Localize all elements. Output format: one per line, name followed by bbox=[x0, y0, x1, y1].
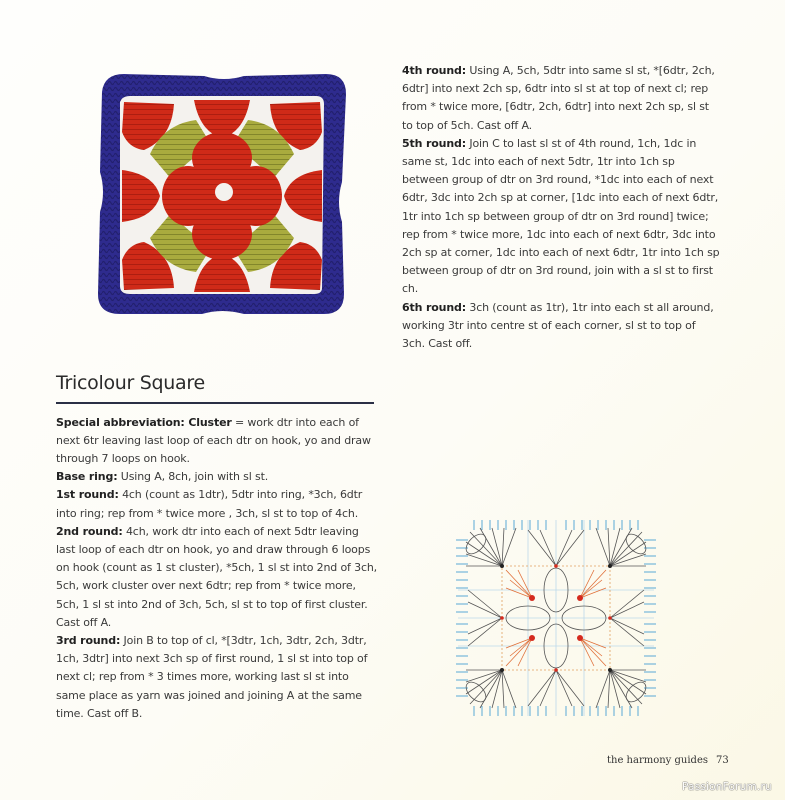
pattern-title: Tricolour Square bbox=[56, 372, 205, 394]
crochet-square-photo bbox=[84, 62, 359, 330]
crochet-chart-diagram bbox=[452, 514, 660, 722]
round-6-instruction: 6th round: 3ch (count as 1tr), 1tr into each st all around, working 3tr into centre st of each corner, sl st to top of 3ch. Cast off. bbox=[402, 300, 714, 351]
instructions-right-column bbox=[402, 62, 720, 353]
round-4-instruction: 4th round: Using A, 5ch, 5dtr into same sl st, *[6dtr, 2ch, 6dtr] into next 2ch sp, 6dtr into sl st at top of next cl; rep from * twice more, [6dtr, 2ch, 6dtr] into next 2ch sp, sl st to top of 5ch. Cast off A. bbox=[402, 64, 715, 132]
round-2-instruction: 2nd round: 4ch, work dtr into each of next 5dtr leaving last loop of each dtr on hook, yo and draw through 6 loops on hook (count as 1 st cluster), *5ch, 1 sl st into 2nd of 3ch, 5ch, work cluster over next 6dtr; rep from * twice more, 5ch, 1 sl st into 2nd of 3ch, 5ch, sl st to top of first cluster. Cast off A. bbox=[56, 524, 378, 629]
series-name: the harmony guides bbox=[607, 755, 709, 766]
round-5-instruction: 5th round: Join C to last sl st of 4th round, 1ch, 1dc in same st, 1dc into each of next 5dtr, 1tr into 1ch sp between group of dtr on 3rd round, *1dc into each of next 6dtr, 3dc into 2ch sp at corner, [1dc into each of next 6dtr, 1tr into 1ch sp between group of dtr on 3rd round] twice; rep from * twice more, 1dc into each of next 6dtr, 3dc into 2ch sp at corner, 1dc into each of next 6dtr, 1tr into 1ch sp between group of dtr on 3rd round, join with a sl st to first ch. bbox=[402, 136, 720, 296]
instructions-left-column bbox=[56, 370, 381, 723]
base-ring-instruction: Base ring: Using A, 8ch, join with sl st. bbox=[56, 470, 269, 484]
page-footer bbox=[607, 755, 729, 766]
round-3-instruction: 3rd round: Join B to top of cl, *[3dtr, 1ch, 3dtr, 2ch, 3dtr, 1ch, 3dtr] into next 3ch sp of first round, 1 sl st into top of next cl; rep from * 3 times more, working last sl st into same place as yarn was joined and joining A at the same time. Cast off B. bbox=[56, 633, 368, 720]
title-divider bbox=[56, 402, 374, 404]
watermark: PassionForum.ru bbox=[682, 781, 772, 793]
special-abbreviation: Special abbreviation: Cluster = work dtr into each of next 6tr leaving last loop of each dtr on hook, yo and draw through 7 loops on hook. bbox=[56, 415, 371, 465]
page-number: 73 bbox=[716, 755, 729, 766]
round-1-instruction: 1st round: 4ch (count as 1dtr), 5dtr into ring, *3ch, 6dtr into ring; rep from * twice more , 3ch, sl st to top of 4ch. bbox=[56, 488, 363, 520]
